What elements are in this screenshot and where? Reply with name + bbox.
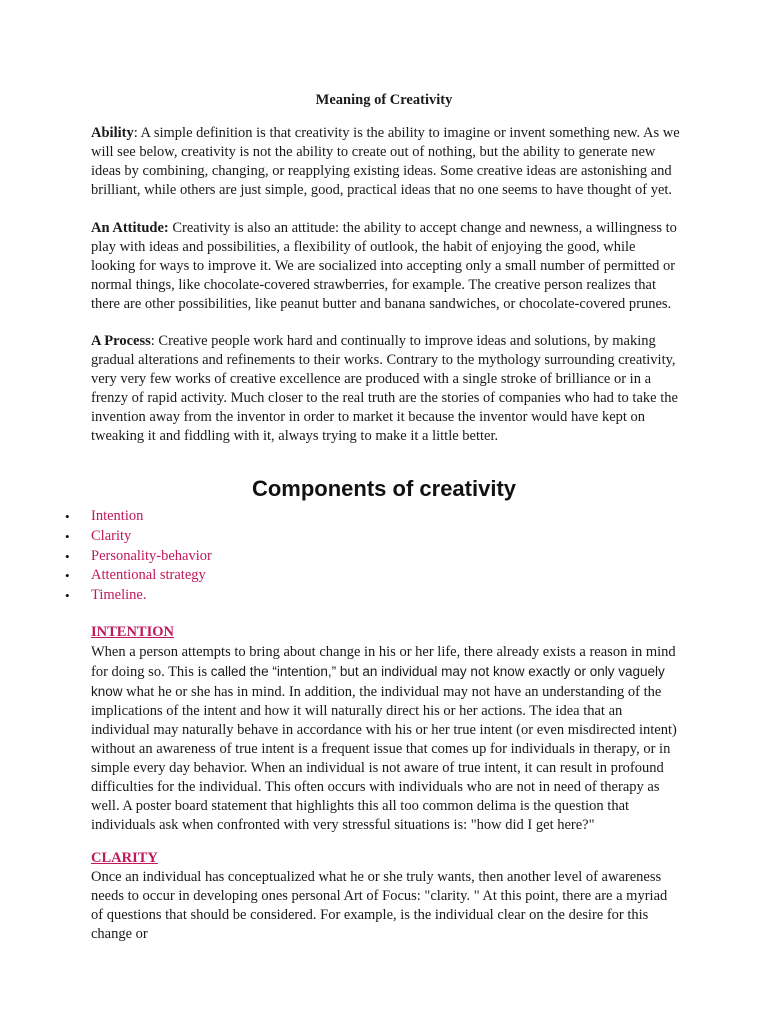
list-item-label: Personality-behavior xyxy=(91,547,212,564)
bullet-icon: • xyxy=(65,548,70,564)
list-item xyxy=(65,547,212,567)
intention-text-c: what he or she has in mind. In addition, the individual may not have an understanding of the implications of the intent and how it will naturally direct his or her actions. The idea that an individual may naturally behave in accordance with his or her true intent (or even misdirected intent) without an awareness of true intent is a frequent issue that comes up for individuals in therapy, or in simple every day behavior. When an individual is not aware of true intent, it can result in profound difficulties for the individual. This often occurs with individuals who are not in need of therapy as well. A poster board statement that highlights this all too common delima is the question that individuals ask when confronted with very stressful situations is: "how did I get here?" xyxy=(91,684,677,833)
process-text: : Creative people work hard and continually to improve ideas and solutions, by making gradual alterations and refinements to their works. Contrary to the mythology surrounding creativity, very very few works of creative excellence are produced with a single stroke of brilliance or in a frenzy of rapid activity. Much closer to the real truth are the stories of companies who had to take the invention away from the inventor in order to market it because the inventor would have kept on tweaking it and fiddling with it, always trying to make it a little better. xyxy=(91,333,678,444)
process-paragraph xyxy=(91,332,681,446)
list-item-label: Clarity xyxy=(91,527,132,544)
intention-text-a: When a person attempts to bring about change in his or her life, there already exists a reason in mind for doing so. This is xyxy=(91,644,676,680)
bullet-icon: • xyxy=(65,568,70,584)
ability-term: Ability xyxy=(91,125,134,141)
list-item-label: Timeline. xyxy=(91,587,147,604)
list-item-label: Attentional strategy xyxy=(91,567,206,584)
list-item xyxy=(65,566,212,586)
attitude-term: An Attitude: xyxy=(91,220,169,236)
process-term: A Process xyxy=(91,333,151,349)
list-item-label: Intention xyxy=(91,508,144,524)
components-heading: Components of creativity xyxy=(251,476,517,501)
intention-text-b: called the “intention,” but an individual may not know exactly or only vaguely know xyxy=(91,664,665,699)
clarity-heading: CLARITY xyxy=(91,850,158,866)
list-item xyxy=(65,586,212,606)
intention-paragraph xyxy=(91,643,681,835)
bullet-icon: • xyxy=(65,588,70,604)
attitude-paragraph xyxy=(91,219,681,314)
ability-text: : A simple definition is that creativity is the ability to imagine or invent something new. As we will see below, creativity is not the ability to create out of nothing, but the ability to generate new ideas by combining, changing, or reapplying existing ideas. Some creative ideas are astonishing and brilliant, while others are just simple, good, practical ideas that no one seems to have thought of yet. xyxy=(91,125,680,198)
intention-heading: INTENTION xyxy=(91,624,174,640)
list-item xyxy=(65,527,212,547)
page-title: Meaning of Creativity xyxy=(315,92,453,108)
clarity-paragraph: Once an individual has conceptualized what he or she truly wants, then another level of awareness needs to occur in developing ones personal Art of Focus: "clarity. " At this point, there are a myriad of questions that should be considered. For example, is the individual clear on the desire for this change or xyxy=(91,869,668,942)
components-list xyxy=(65,507,212,606)
bullet-icon: • xyxy=(65,528,70,544)
bullet-icon: • xyxy=(65,509,70,524)
attitude-text: Creativity is also an attitude: the ability to accept change and newness, a willingness to play with ideas and possibilities, a flexibility of outlook, the habit of enjoying the good, while looking for ways to improve it. We are socialized into accepting only a small number of permitted or normal things, like chocolate-covered strawberries, for example. The creative person realizes that there are other possibilities, like peanut butter and banana sandwiches, or chocolate-covered prunes. xyxy=(91,220,677,312)
ability-paragraph xyxy=(91,124,681,200)
list-item xyxy=(65,507,212,527)
